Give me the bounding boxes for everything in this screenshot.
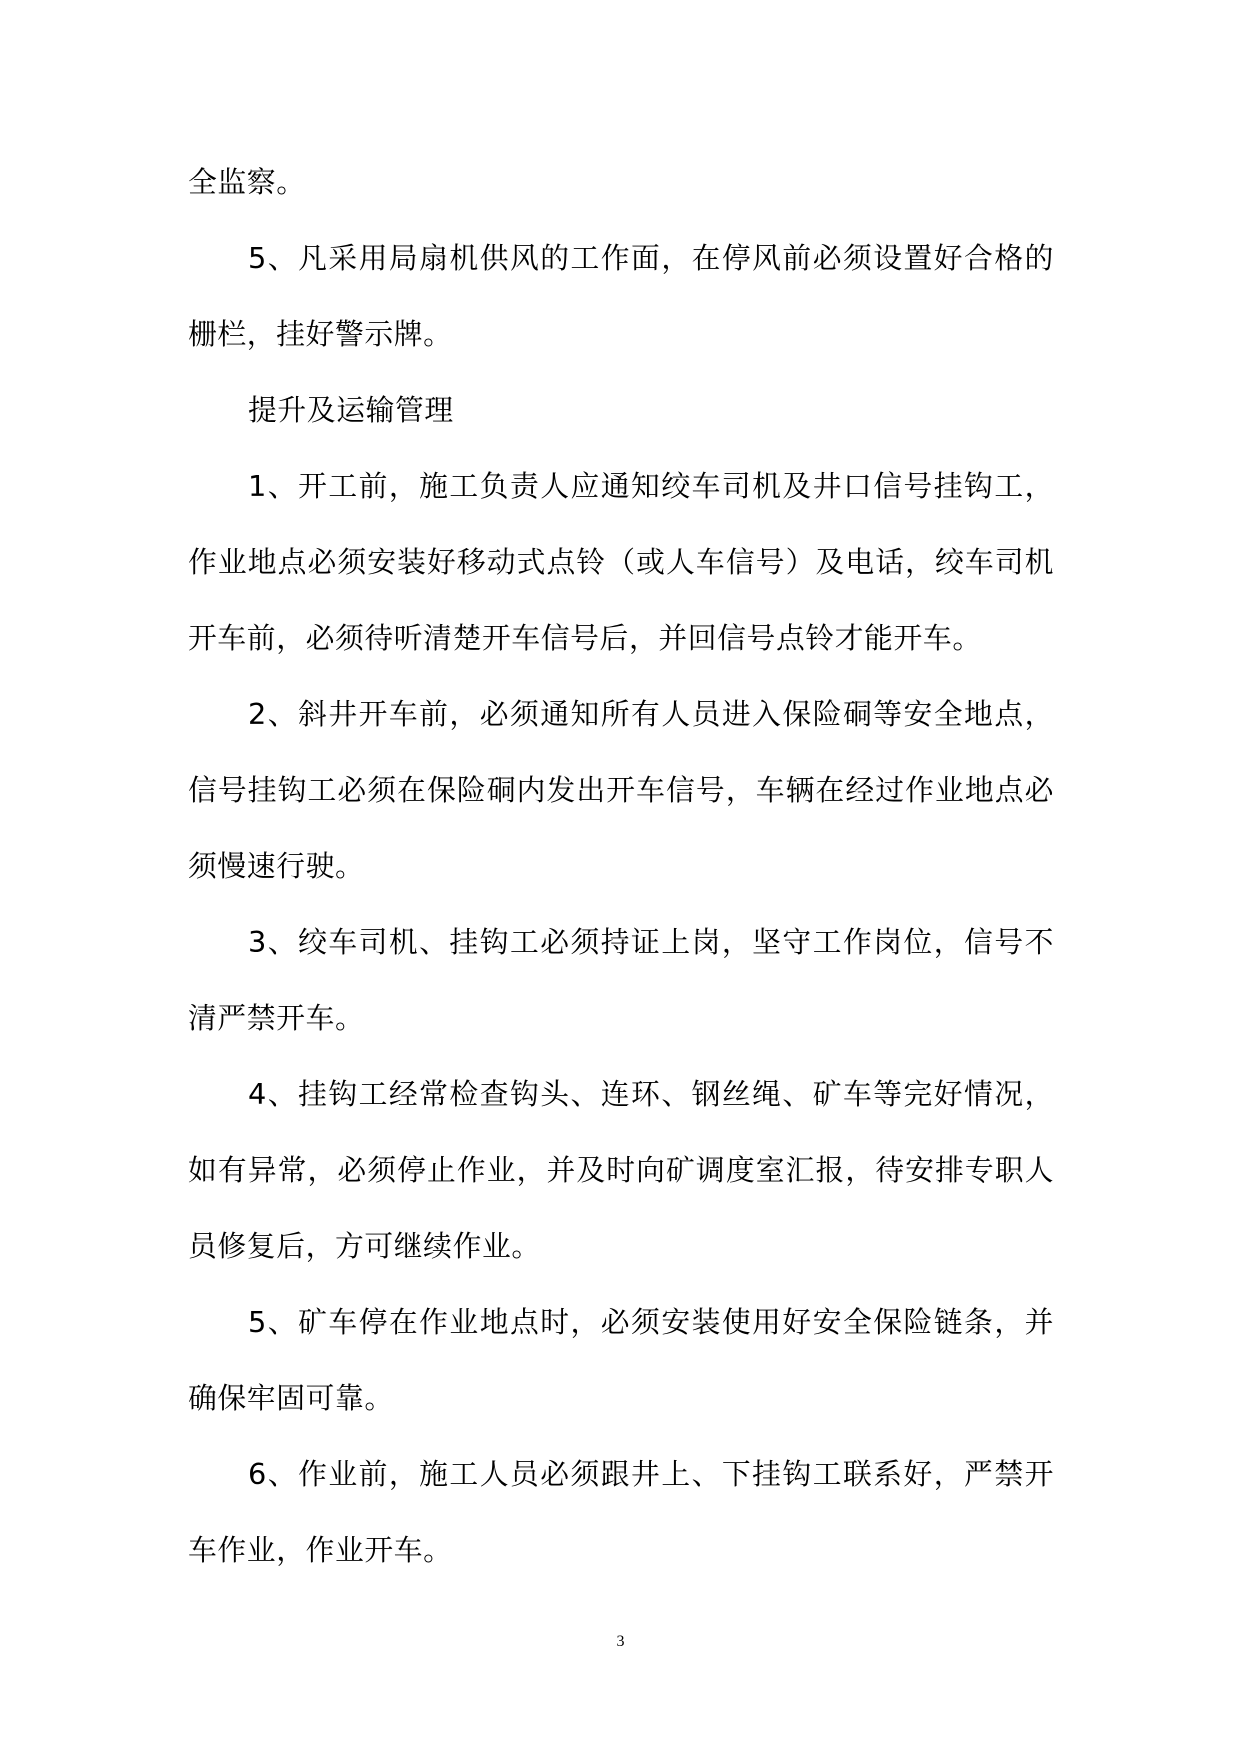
paragraph-item-2: 2、斜井开车前，必须通知所有人员进入保险硐等安全地点，信号挂钩工必须在保险硐内发出开车信号，车辆在经过作业地点必须慢速行驶。 [188, 697, 1054, 883]
paragraph-item-4: 4、挂钩工经常检查钩头、连环、钢丝绳、矿车等完好情况，如有异常，必须停止作业，并及时向矿调度室汇报，待安排专职人员修复后，方可继续作业。 [188, 1077, 1054, 1263]
section-heading-hoisting-transport: 提升及运输管理 [248, 393, 454, 427]
paragraph-continuation: 全监察。 [188, 165, 306, 199]
paragraph-item-1: 1、开工前，施工负责人应通知绞车司机及井口信号挂钩工，作业地点必须安装好移动式点铃（或人车信号）及电话，绞车司机开车前，必须待听清楚开车信号后，并回信号点铃才能开车。 [188, 469, 1054, 655]
paragraph-item-5-ventilation: 5、凡采用局扇机供风的工作面，在停风前必须设置好合格的栅栏，挂好警示牌。 [188, 241, 1054, 351]
paragraph-item-3: 3、绞车司机、挂钩工必须持证上岗，坚守工作岗位，信号不清严禁开车。 [188, 925, 1054, 1035]
document-body [188, 144, 1054, 1588]
paragraph-item-6: 6、作业前，施工人员必须跟井上、下挂钩工联系好，严禁开车作业，作业开车。 [188, 1457, 1054, 1567]
page-number: 3 [616, 1633, 625, 1650]
paragraph-item-5: 5、矿车停在作业地点时，必须安装使用好安全保险链条，并确保牢固可靠。 [188, 1305, 1054, 1415]
